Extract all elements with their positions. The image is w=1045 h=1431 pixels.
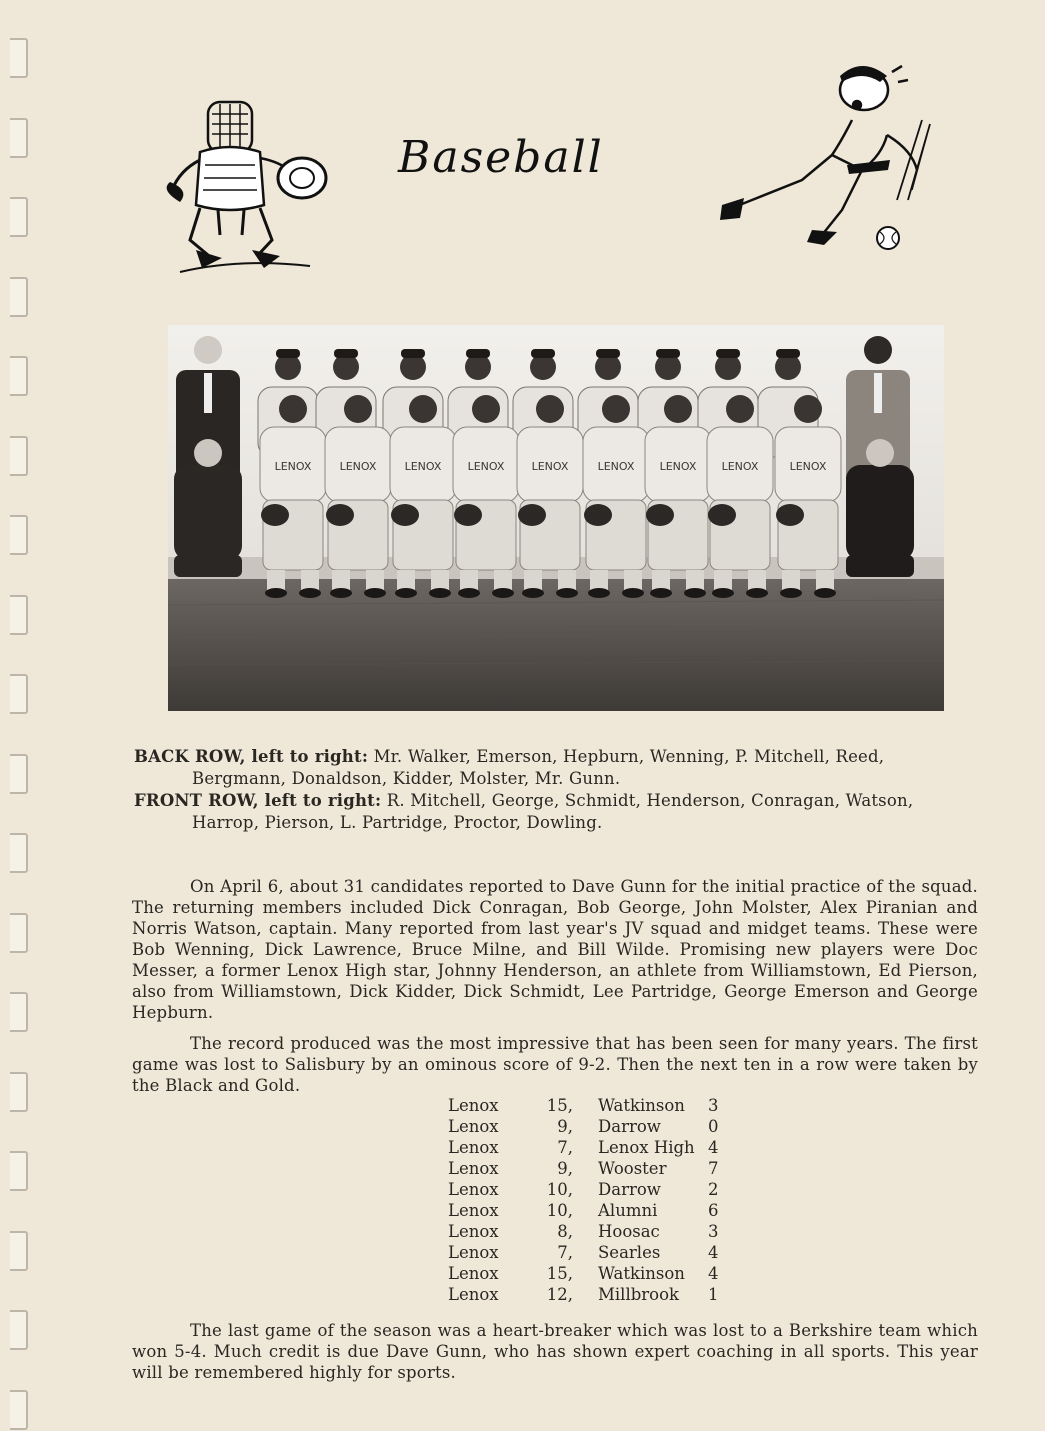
page-title: Baseball: [398, 132, 604, 183]
binding-hole: [10, 1390, 28, 1430]
jersey-lettering: LENOX: [274, 460, 312, 473]
score-cell-opponent: Wooster: [598, 1159, 667, 1178]
score-cell-team: Lenox: [448, 1243, 499, 1262]
article-body-upper: [132, 876, 978, 1096]
score-cell-team: Lenox: [448, 1264, 499, 1283]
score-cell-opponent-score: 6: [708, 1201, 719, 1220]
score-cell-opponent-score: 1: [708, 1285, 719, 1304]
score-cell-team-score: 9,: [557, 1117, 573, 1136]
binding-hole: [10, 833, 28, 873]
score-row: [448, 1263, 728, 1284]
score-cell-team-score: 7,: [557, 1138, 573, 1157]
fielder-cartoon-illustration: [712, 60, 952, 260]
binding-hole: [10, 913, 28, 953]
score-cell-opponent: Millbrook: [598, 1285, 680, 1304]
binding-hole: [10, 356, 28, 396]
binding-hole: [10, 38, 28, 78]
score-cell-opponent: Darrow: [598, 1180, 661, 1199]
score-cell-team: Lenox: [448, 1117, 499, 1136]
binding-hole: [10, 118, 28, 158]
score-cell-opponent: Searles: [598, 1243, 661, 1262]
front-row-caption-continued: Harrop, Pierson, L. Partridge, Proctor, Dowling.: [192, 813, 603, 832]
score-cell-team: Lenox: [448, 1159, 499, 1178]
score-cell-opponent-score: 0: [708, 1117, 719, 1136]
score-cell-opponent: Watkinson: [598, 1264, 685, 1283]
score-cell-opponent: Lenox High: [598, 1138, 695, 1157]
binding-hole: [10, 1231, 28, 1271]
binding-hole: [10, 515, 28, 555]
score-cell-opponent-score: 2: [708, 1180, 719, 1199]
jersey-lettering: LENOX: [467, 460, 505, 473]
score-cell-team: Lenox: [448, 1285, 499, 1304]
score-cell-opponent-score: 3: [708, 1222, 719, 1241]
score-row: [448, 1179, 728, 1200]
score-cell-team-score: 12,: [546, 1285, 573, 1304]
score-cell-opponent-score: 4: [708, 1264, 719, 1283]
front-row-caption: FRONT ROW, left to right: R. Mitchell, George, Schmidt, Henderson, Conragan, Watson,: [134, 791, 914, 810]
binding-hole: [10, 992, 28, 1032]
binding-hole: [10, 197, 28, 237]
score-cell-opponent: Hoosac: [598, 1222, 660, 1241]
back-row-caption-continued: Bergmann, Donaldson, Kidder, Molster, Mr. Gunn.: [192, 769, 621, 788]
score-row: [448, 1284, 728, 1305]
article-paragraph: The record produced was the most impressive that has been seen for many years. The first game was lost to Salisbury by an ominous score of 9-2. Then the next ten in a row were taken by the Black and Gold.: [132, 1034, 978, 1095]
score-cell-opponent-score: 4: [708, 1138, 719, 1157]
binding-hole: [10, 674, 28, 714]
jersey-lettering: LENOX: [339, 460, 377, 473]
binding-hole: [10, 754, 28, 794]
score-cell-team: Lenox: [448, 1096, 499, 1115]
article-paragraph: The last game of the season was a heart-breaker which was lost to a Berkshire team which won 5-4. Much credit is due Dave Gunn, who has shown expert coaching in all sports. This year will be remembered highly for sports.: [132, 1321, 978, 1382]
score-cell-team: Lenox: [448, 1201, 499, 1220]
score-cell-team-score: 8,: [557, 1222, 573, 1241]
catcher-cartoon-illustration: [160, 90, 330, 280]
score-cell-opponent-score: 3: [708, 1096, 719, 1115]
binding-hole: [10, 1072, 28, 1112]
score-table: [448, 1095, 728, 1305]
binding-hole: [10, 1151, 28, 1191]
score-row: [448, 1200, 728, 1221]
score-cell-team: Lenox: [448, 1180, 499, 1199]
score-cell-team-score: 15,: [546, 1264, 573, 1283]
score-row: [448, 1116, 728, 1137]
binding-hole: [10, 436, 28, 476]
jersey-lettering: LENOX: [659, 460, 697, 473]
binding-hole: [10, 277, 28, 317]
jersey-lettering: LENOX: [721, 460, 759, 473]
binding-hole: [10, 595, 28, 635]
team-photograph: [168, 325, 944, 711]
score-cell-team-score: 9,: [557, 1159, 573, 1178]
score-cell-team-score: 7,: [557, 1243, 573, 1262]
back-row-caption: BACK ROW, left to right: Mr. Walker, Emerson, Hepburn, Wenning, P. Mitchell, Reed,: [134, 747, 885, 766]
score-cell-team-score: 15,: [546, 1096, 573, 1115]
score-row: [448, 1221, 728, 1242]
jersey-lettering: LENOX: [404, 460, 442, 473]
score-row: [448, 1242, 728, 1263]
binding-holes: [10, 0, 32, 1431]
binding-hole: [10, 1310, 28, 1350]
score-cell-opponent: Watkinson: [598, 1096, 685, 1115]
jersey-lettering: LENOX: [531, 460, 569, 473]
score-cell-team: Lenox: [448, 1138, 499, 1157]
article-body-lower: [132, 1320, 978, 1383]
score-cell-opponent: Alumni: [598, 1201, 658, 1220]
score-cell-team: Lenox: [448, 1222, 499, 1241]
score-cell-opponent: Darrow: [598, 1117, 661, 1136]
score-cell-opponent-score: 7: [708, 1159, 719, 1178]
score-row: [448, 1158, 728, 1179]
article-paragraph: On April 6, about 31 candidates reported to Dave Gunn for the initial practice of the squad. The returning members included Dick Conragan, Bob George, John Molster, Alex Piranian and Norris Watson, captain. Many reported from last year's JV squad and midget teams. These were Bob Wenning, Dick Lawrence, Bruce Milne, and Bill Wilde. Promising new players were Doc Messer, a former Lenox High star, Johnny Henderson, an athlete from Williamstown, Ed Pierson, also from Williamstown, Dick Kidder, Dick Schmidt, Lee Partridge, George Emerson and George Hepburn.: [132, 877, 978, 1022]
score-cell-opponent-score: 4: [708, 1243, 719, 1262]
jersey-lettering: LENOX: [597, 460, 635, 473]
score-row: [448, 1137, 728, 1158]
score-cell-team-score: 10,: [546, 1180, 573, 1199]
score-row: [448, 1095, 728, 1116]
photo-caption: [134, 746, 980, 834]
score-cell-team-score: 10,: [546, 1201, 573, 1220]
jersey-lettering: LENOX: [789, 460, 827, 473]
